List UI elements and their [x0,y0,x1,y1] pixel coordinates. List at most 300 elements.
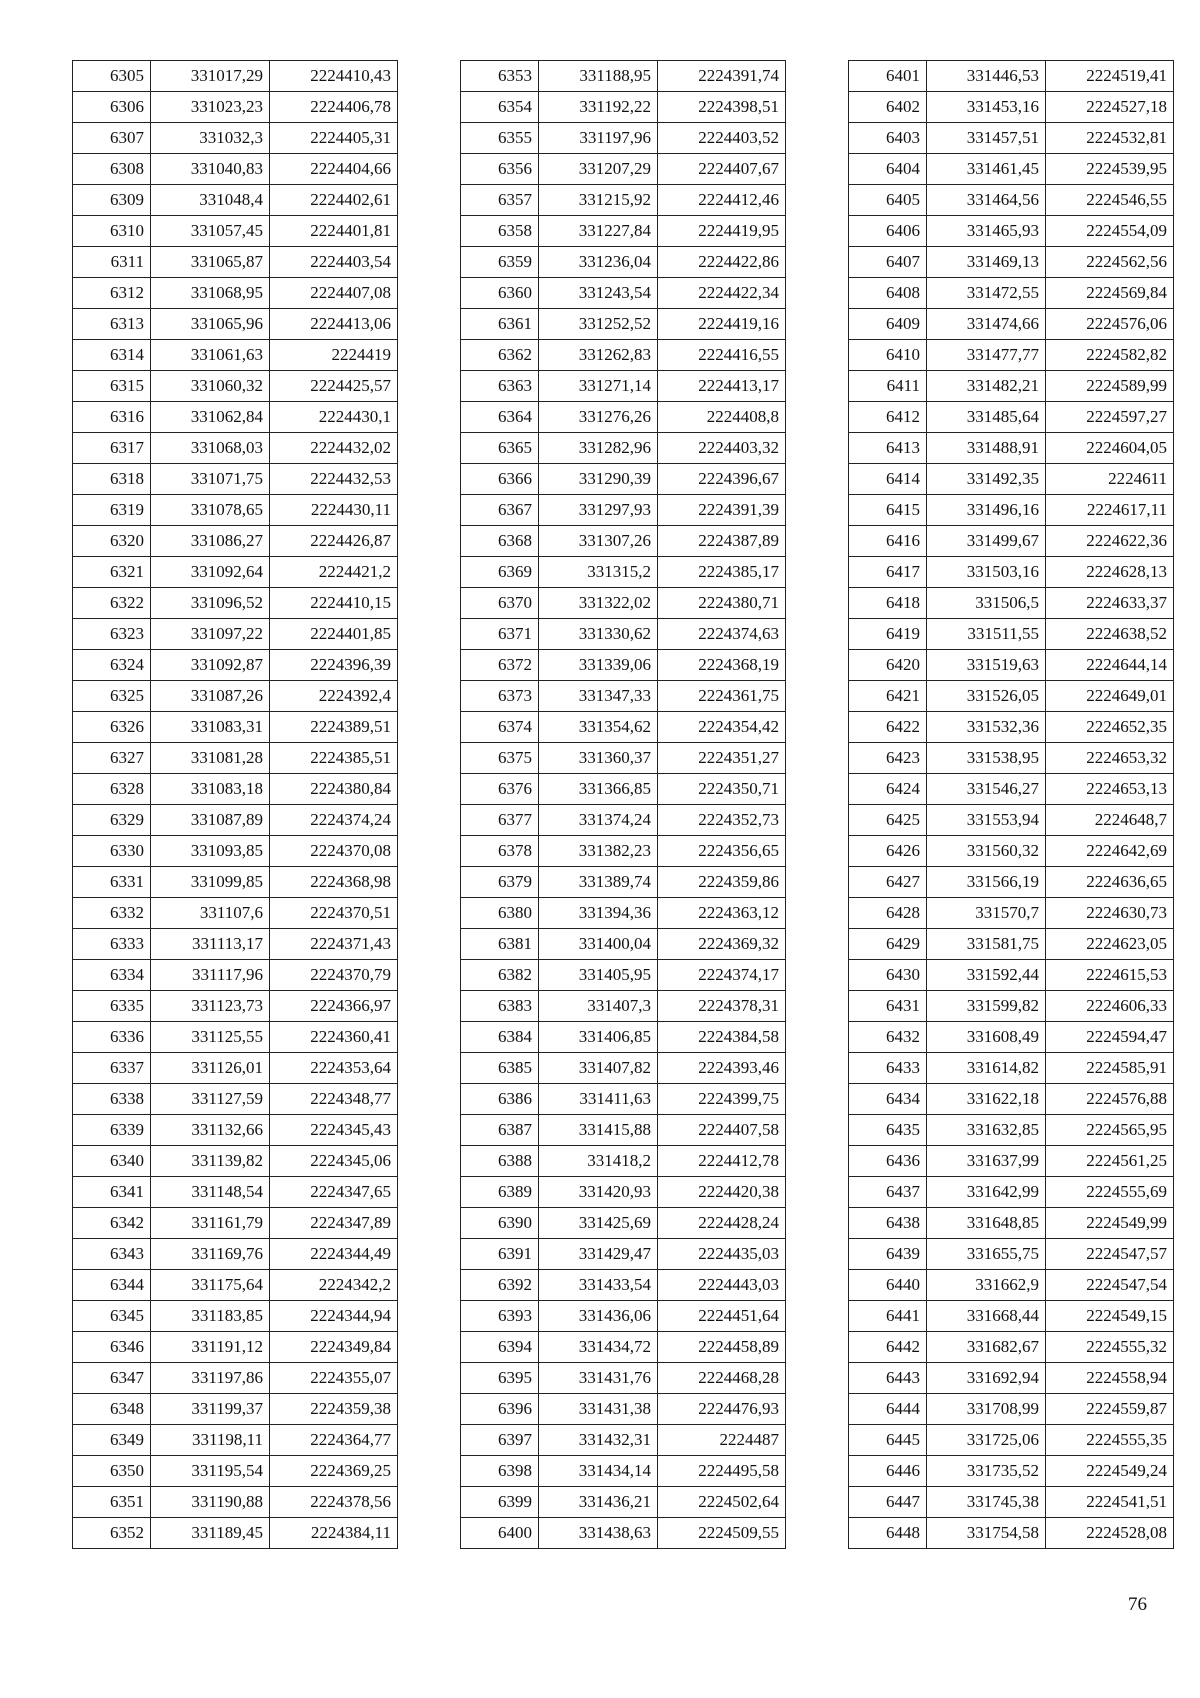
point-number-cell: 6361 [461,309,539,340]
point-number-cell: 6427 [849,867,927,898]
point-number-cell: 6440 [849,1270,927,1301]
y-coordinate-cell: 2224648,7 [1046,805,1174,836]
table-row [849,1425,1174,1456]
table-row [461,1084,786,1115]
y-coordinate-cell: 2224547,54 [1046,1270,1174,1301]
point-number-cell: 6321 [73,557,151,588]
x-coordinate-cell: 331457,51 [927,123,1046,154]
point-number-cell: 6360 [461,278,539,309]
table-row [849,495,1174,526]
table-row [73,867,398,898]
x-coordinate-cell: 331692,94 [927,1363,1046,1394]
y-coordinate-cell: 2224403,54 [270,247,398,278]
table-row [849,61,1174,92]
point-number-cell: 6348 [73,1394,151,1425]
table-row [461,185,786,216]
y-coordinate-cell: 2224652,35 [1046,712,1174,743]
point-number-cell: 6390 [461,1208,539,1239]
x-coordinate-cell: 331592,44 [927,960,1046,991]
table-row [73,464,398,495]
y-coordinate-cell: 2224406,78 [270,92,398,123]
y-coordinate-cell: 2224430,1 [270,402,398,433]
point-number-cell: 6433 [849,1053,927,1084]
y-coordinate-cell: 2224549,24 [1046,1456,1174,1487]
table-row [73,1270,398,1301]
table-row [849,743,1174,774]
point-number-cell: 6363 [461,371,539,402]
point-number-cell: 6370 [461,588,539,619]
point-number-cell: 6380 [461,898,539,929]
table-row [73,1177,398,1208]
y-coordinate-cell: 2224368,19 [658,650,786,681]
y-coordinate-cell: 2224363,12 [658,898,786,929]
x-coordinate-cell: 331023,23 [151,92,270,123]
point-number-cell: 6374 [461,712,539,743]
x-coordinate-cell: 331315,2 [539,557,658,588]
y-coordinate-cell: 2224422,34 [658,278,786,309]
table-row [849,123,1174,154]
x-coordinate-cell: 331354,62 [539,712,658,743]
table-row [461,154,786,185]
table-row [73,154,398,185]
table-row [461,1518,786,1549]
point-number-cell: 6386 [461,1084,539,1115]
point-number-cell: 6402 [849,92,927,123]
point-number-cell: 6338 [73,1084,151,1115]
x-coordinate-cell: 331374,24 [539,805,658,836]
x-coordinate-cell: 331096,52 [151,588,270,619]
y-coordinate-cell: 2224555,32 [1046,1332,1174,1363]
table-row [461,774,786,805]
table-row [73,1456,398,1487]
table-row [73,1487,398,1518]
x-coordinate-cell: 331436,21 [539,1487,658,1518]
y-coordinate-cell: 2224426,87 [270,526,398,557]
table-row [461,371,786,402]
y-coordinate-cell: 2224369,32 [658,929,786,960]
table-row [73,61,398,92]
y-coordinate-cell: 2224562,56 [1046,247,1174,278]
x-coordinate-cell: 331708,99 [927,1394,1046,1425]
point-number-cell: 6306 [73,92,151,123]
point-number-cell: 6438 [849,1208,927,1239]
x-coordinate-cell: 331032,3 [151,123,270,154]
y-coordinate-cell: 2224413,17 [658,371,786,402]
point-number-cell: 6415 [849,495,927,526]
x-coordinate-cell: 331123,73 [151,991,270,1022]
point-number-cell: 6384 [461,1022,539,1053]
table-row [461,1146,786,1177]
table-row [73,1363,398,1394]
y-coordinate-cell: 2224370,79 [270,960,398,991]
table-row [461,805,786,836]
y-coordinate-cell: 2224547,57 [1046,1239,1174,1270]
point-number-cell: 6317 [73,433,151,464]
point-number-cell: 6414 [849,464,927,495]
table-row [849,1208,1174,1239]
y-coordinate-cell: 2224408,8 [658,402,786,433]
table-row [849,278,1174,309]
point-number-cell: 6352 [73,1518,151,1549]
y-coordinate-cell: 2224576,88 [1046,1084,1174,1115]
y-coordinate-cell: 2224342,2 [270,1270,398,1301]
table-row [849,340,1174,371]
point-number-cell: 6385 [461,1053,539,1084]
point-number-cell: 6337 [73,1053,151,1084]
table-row [461,1053,786,1084]
point-number-cell: 6349 [73,1425,151,1456]
y-coordinate-cell: 2224374,63 [658,619,786,650]
x-coordinate-cell: 331078,65 [151,495,270,526]
x-coordinate-cell: 331436,06 [539,1301,658,1332]
table-row [461,898,786,929]
table-row [461,712,786,743]
table-row [849,1115,1174,1146]
point-number-cell: 6430 [849,960,927,991]
y-coordinate-cell: 2224638,52 [1046,619,1174,650]
point-number-cell: 6316 [73,402,151,433]
x-coordinate-cell: 331474,66 [927,309,1046,340]
y-coordinate-cell: 2224392,4 [270,681,398,712]
point-number-cell: 6422 [849,712,927,743]
table-row [849,1363,1174,1394]
x-coordinate-cell: 331190,88 [151,1487,270,1518]
point-number-cell: 6412 [849,402,927,433]
x-coordinate-cell: 331148,54 [151,1177,270,1208]
point-number-cell: 6362 [461,340,539,371]
y-coordinate-cell: 2224569,84 [1046,278,1174,309]
y-coordinate-cell: 2224398,51 [658,92,786,123]
point-number-cell: 6365 [461,433,539,464]
table-row [849,1146,1174,1177]
x-coordinate-cell: 331093,85 [151,836,270,867]
table-row [73,1394,398,1425]
table-row [73,1115,398,1146]
point-number-cell: 6425 [849,805,927,836]
x-coordinate-cell: 331642,99 [927,1177,1046,1208]
x-coordinate-cell: 331745,38 [927,1487,1046,1518]
table-row [73,92,398,123]
table-row [461,743,786,774]
x-coordinate-cell: 331243,54 [539,278,658,309]
x-coordinate-cell: 331394,36 [539,898,658,929]
point-number-cell: 6326 [73,712,151,743]
x-coordinate-cell: 331637,99 [927,1146,1046,1177]
y-coordinate-cell: 2224633,37 [1046,588,1174,619]
point-number-cell: 6379 [461,867,539,898]
table-row [461,1487,786,1518]
page-number: 76 [1128,1594,1147,1615]
point-number-cell: 6441 [849,1301,927,1332]
y-coordinate-cell: 2224546,55 [1046,185,1174,216]
point-number-cell: 6319 [73,495,151,526]
table-row [73,1022,398,1053]
y-coordinate-cell: 2224422,86 [658,247,786,278]
point-number-cell: 6442 [849,1332,927,1363]
x-coordinate-cell: 331061,63 [151,340,270,371]
y-coordinate-cell: 2224405,31 [270,123,398,154]
y-coordinate-cell: 2224419,95 [658,216,786,247]
y-coordinate-cell: 2224649,01 [1046,681,1174,712]
point-number-cell: 6350 [73,1456,151,1487]
y-coordinate-cell: 2224597,27 [1046,402,1174,433]
y-coordinate-cell: 2224432,53 [270,464,398,495]
point-number-cell: 6356 [461,154,539,185]
y-coordinate-cell: 2224653,13 [1046,774,1174,805]
x-coordinate-cell: 331276,26 [539,402,658,433]
y-coordinate-cell: 2224412,78 [658,1146,786,1177]
table-row [461,681,786,712]
x-coordinate-cell: 331087,26 [151,681,270,712]
x-coordinate-cell: 331207,29 [539,154,658,185]
y-coordinate-cell: 2224430,11 [270,495,398,526]
table-row [73,433,398,464]
point-number-cell: 6429 [849,929,927,960]
table-row [73,619,398,650]
table-row [73,588,398,619]
x-coordinate-cell: 331161,79 [151,1208,270,1239]
table-row [461,1177,786,1208]
table-row [73,495,398,526]
y-coordinate-cell: 2224345,43 [270,1115,398,1146]
x-coordinate-cell: 331127,59 [151,1084,270,1115]
x-coordinate-cell: 331503,16 [927,557,1046,588]
table-row [461,1332,786,1363]
x-coordinate-cell: 331262,83 [539,340,658,371]
y-coordinate-cell: 2224532,81 [1046,123,1174,154]
table-row [73,526,398,557]
y-coordinate-cell: 2224615,53 [1046,960,1174,991]
table-row [849,557,1174,588]
table-row [849,898,1174,929]
table-row [849,836,1174,867]
x-coordinate-cell: 331092,87 [151,650,270,681]
table-row [849,1332,1174,1363]
point-number-cell: 6358 [461,216,539,247]
x-coordinate-cell: 331192,22 [539,92,658,123]
point-number-cell: 6401 [849,61,927,92]
x-coordinate-cell: 331068,95 [151,278,270,309]
x-coordinate-cell: 331290,39 [539,464,658,495]
point-number-cell: 6417 [849,557,927,588]
x-coordinate-cell: 331097,22 [151,619,270,650]
y-coordinate-cell: 2224404,66 [270,154,398,185]
point-number-cell: 6391 [461,1239,539,1270]
y-coordinate-cell: 2224642,69 [1046,836,1174,867]
x-coordinate-cell: 331366,85 [539,774,658,805]
table-row [461,495,786,526]
x-coordinate-cell: 331546,27 [927,774,1046,805]
point-number-cell: 6435 [849,1115,927,1146]
x-coordinate-cell: 331195,54 [151,1456,270,1487]
y-coordinate-cell: 2224384,11 [270,1518,398,1549]
y-coordinate-cell: 2224519,41 [1046,61,1174,92]
point-number-cell: 6418 [849,588,927,619]
y-coordinate-cell: 2224628,13 [1046,557,1174,588]
y-coordinate-cell: 2224617,11 [1046,495,1174,526]
x-coordinate-cell: 331048,4 [151,185,270,216]
point-number-cell: 6329 [73,805,151,836]
point-number-cell: 6377 [461,805,539,836]
point-number-cell: 6325 [73,681,151,712]
y-coordinate-cell: 2224402,61 [270,185,398,216]
table-row [461,929,786,960]
point-number-cell: 6376 [461,774,539,805]
y-coordinate-cell: 2224576,06 [1046,309,1174,340]
x-coordinate-cell: 331735,52 [927,1456,1046,1487]
y-coordinate-cell: 2224412,46 [658,185,786,216]
table-row [73,402,398,433]
point-number-cell: 6351 [73,1487,151,1518]
point-number-cell: 6437 [849,1177,927,1208]
table-row [849,681,1174,712]
y-coordinate-cell: 2224623,05 [1046,929,1174,960]
y-coordinate-cell: 2224407,67 [658,154,786,185]
table-row [849,1301,1174,1332]
table-row [461,1270,786,1301]
x-coordinate-cell: 331485,64 [927,402,1046,433]
y-coordinate-cell: 2224558,94 [1046,1363,1174,1394]
x-coordinate-cell: 331581,75 [927,929,1046,960]
x-coordinate-cell: 331425,69 [539,1208,658,1239]
table-row [461,526,786,557]
y-coordinate-cell: 2224541,51 [1046,1487,1174,1518]
table-row [849,867,1174,898]
table-row [849,712,1174,743]
x-coordinate-cell: 331400,04 [539,929,658,960]
y-coordinate-cell: 2224347,89 [270,1208,398,1239]
table-row [461,991,786,1022]
point-number-cell: 6328 [73,774,151,805]
point-number-cell: 6447 [849,1487,927,1518]
x-coordinate-cell: 331622,18 [927,1084,1046,1115]
x-coordinate-cell: 331477,77 [927,340,1046,371]
point-number-cell: 6307 [73,123,151,154]
y-coordinate-cell: 2224644,14 [1046,650,1174,681]
x-coordinate-cell: 331197,96 [539,123,658,154]
y-coordinate-cell: 2224410,15 [270,588,398,619]
point-number-cell: 6407 [849,247,927,278]
y-coordinate-cell: 2224421,2 [270,557,398,588]
x-coordinate-cell: 331655,75 [927,1239,1046,1270]
y-coordinate-cell: 2224370,51 [270,898,398,929]
point-number-cell: 6342 [73,1208,151,1239]
x-coordinate-cell: 331062,84 [151,402,270,433]
x-coordinate-cell: 331668,44 [927,1301,1046,1332]
point-number-cell: 6331 [73,867,151,898]
table-row [73,1084,398,1115]
table-row [461,1394,786,1425]
point-number-cell: 6404 [849,154,927,185]
point-number-cell: 6320 [73,526,151,557]
y-coordinate-cell: 2224487 [658,1425,786,1456]
table-row [461,1363,786,1394]
table-row [73,1332,398,1363]
x-coordinate-cell: 331068,03 [151,433,270,464]
point-number-cell: 6421 [849,681,927,712]
y-coordinate-cell: 2224428,24 [658,1208,786,1239]
x-coordinate-cell: 331271,14 [539,371,658,402]
table-row [849,247,1174,278]
point-number-cell: 6445 [849,1425,927,1456]
point-number-cell: 6345 [73,1301,151,1332]
point-number-cell: 6333 [73,929,151,960]
x-coordinate-cell: 331431,76 [539,1363,658,1394]
y-coordinate-cell: 2224419 [270,340,398,371]
y-coordinate-cell: 2224561,25 [1046,1146,1174,1177]
point-number-cell: 6323 [73,619,151,650]
y-coordinate-cell: 2224419,16 [658,309,786,340]
x-coordinate-cell: 331307,26 [539,526,658,557]
y-coordinate-cell: 2224622,36 [1046,526,1174,557]
x-coordinate-cell: 331407,82 [539,1053,658,1084]
x-coordinate-cell: 331566,19 [927,867,1046,898]
point-number-cell: 6408 [849,278,927,309]
x-coordinate-cell: 331446,53 [927,61,1046,92]
table-row [849,185,1174,216]
y-coordinate-cell: 2224396,67 [658,464,786,495]
point-number-cell: 6405 [849,185,927,216]
table-row [849,1518,1174,1549]
x-coordinate-cell: 331389,74 [539,867,658,898]
table-row [73,650,398,681]
y-coordinate-cell: 2224393,46 [658,1053,786,1084]
x-coordinate-cell: 331197,86 [151,1363,270,1394]
x-coordinate-cell: 331199,37 [151,1394,270,1425]
x-coordinate-cell: 331083,18 [151,774,270,805]
x-coordinate-cell: 331322,02 [539,588,658,619]
table-row [461,1456,786,1487]
point-number-cell: 6420 [849,650,927,681]
x-coordinate-cell: 331092,64 [151,557,270,588]
point-number-cell: 6312 [73,278,151,309]
x-coordinate-cell: 331464,56 [927,185,1046,216]
table-row [461,61,786,92]
point-number-cell: 6394 [461,1332,539,1363]
table-row [849,588,1174,619]
point-number-cell: 6426 [849,836,927,867]
point-number-cell: 6367 [461,495,539,526]
x-coordinate-cell: 331632,85 [927,1115,1046,1146]
point-number-cell: 6397 [461,1425,539,1456]
x-coordinate-cell: 331432,31 [539,1425,658,1456]
point-number-cell: 6399 [461,1487,539,1518]
x-coordinate-cell: 331125,55 [151,1022,270,1053]
x-coordinate-cell: 331496,16 [927,495,1046,526]
point-number-cell: 6381 [461,929,539,960]
y-coordinate-cell: 2224606,33 [1046,991,1174,1022]
y-coordinate-cell: 2224364,77 [270,1425,398,1456]
x-coordinate-cell: 331614,82 [927,1053,1046,1084]
point-number-cell: 6423 [849,743,927,774]
y-coordinate-cell: 2224374,17 [658,960,786,991]
point-number-cell: 6344 [73,1270,151,1301]
y-coordinate-cell: 2224443,03 [658,1270,786,1301]
point-number-cell: 6341 [73,1177,151,1208]
y-coordinate-cell: 2224527,18 [1046,92,1174,123]
table-row [849,433,1174,464]
x-coordinate-cell: 331126,01 [151,1053,270,1084]
x-coordinate-cell: 331453,16 [927,92,1046,123]
table-row [461,588,786,619]
table-row [73,1053,398,1084]
table-row [73,1425,398,1456]
x-coordinate-cell: 331420,93 [539,1177,658,1208]
x-coordinate-cell: 331132,66 [151,1115,270,1146]
x-coordinate-cell: 331183,85 [151,1301,270,1332]
point-number-cell: 6395 [461,1363,539,1394]
point-number-cell: 6387 [461,1115,539,1146]
